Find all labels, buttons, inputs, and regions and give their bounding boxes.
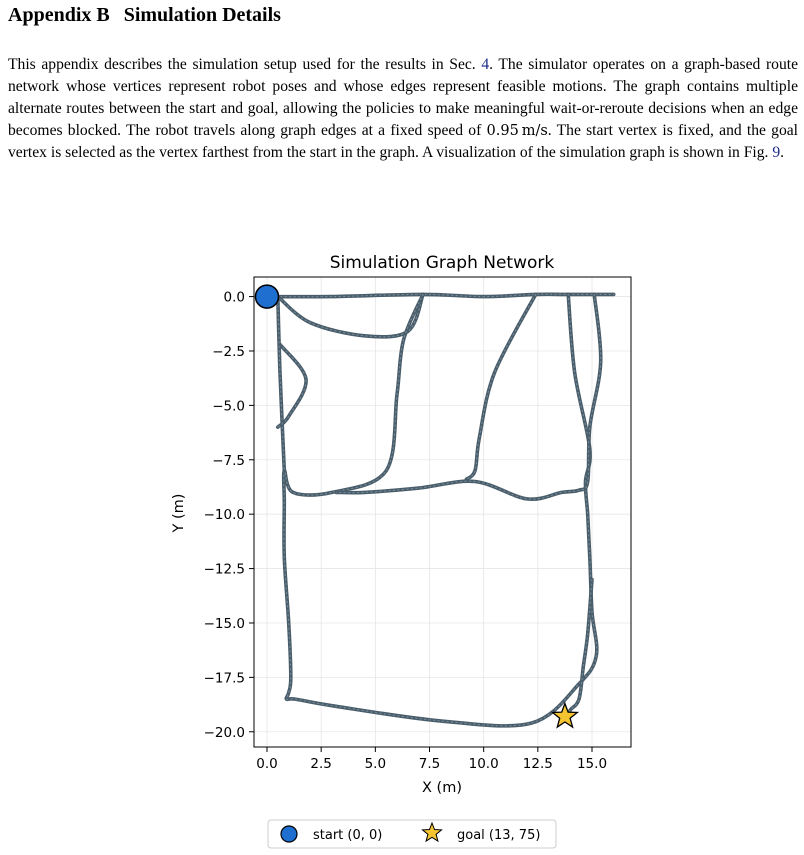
graph-edge-texture (284, 294, 597, 725)
graph-edge (284, 294, 597, 725)
grid-layer (254, 277, 631, 747)
figure-reference-link[interactable]: 9 (772, 144, 781, 161)
y-tick-label: −17.5 (203, 670, 245, 687)
y-tick-label: −7.5 (212, 452, 245, 469)
graph-edge (566, 580, 592, 719)
y-tick-label: 0.0 (223, 289, 245, 306)
chart-title: Simulation Graph Network (329, 253, 555, 273)
x-axis-label: X (m) (422, 780, 462, 796)
paragraph-text-4: . (780, 144, 785, 161)
paragraph-text-1: This appendix describes the simulation setup used for the results in Sec. (8, 56, 482, 73)
start-legend-marker (281, 826, 297, 842)
x-tick-label: 0.0 (256, 756, 278, 772)
x-tick-label: 7.5 (418, 756, 441, 772)
y-tick-label: −15.0 (203, 615, 245, 632)
x-tick-label: 15.0 (576, 756, 608, 772)
x-tick-label: 10.0 (468, 756, 499, 772)
edge-layer (267, 294, 614, 726)
graph-edge (278, 297, 285, 471)
graph-edge-texture (336, 294, 600, 499)
appendix-number: Appendix B (8, 4, 110, 26)
paragraph-text-3: . The start vertex is fixed, and the goal vertex is selected as the vertex farthest from the start in the graph. A visualization of the simulation graph is shown in Fig. (8, 122, 799, 161)
legend (268, 820, 556, 848)
speed-value: 0.95 m/s (486, 123, 548, 139)
y-tick-label: −5.0 (212, 398, 245, 415)
y-tick-label: −10.0 (203, 507, 245, 524)
y-tick-layer (204, 290, 254, 741)
start-marker (256, 285, 279, 308)
y-tick-label: −12.5 (203, 561, 245, 578)
y-tick-label: −2.5 (212, 343, 245, 360)
start-legend-label: start (0, 0) (313, 828, 383, 843)
goal-legend-label: goal (13, 75) (457, 828, 541, 843)
y-tick-label: −20.0 (203, 724, 245, 741)
graph-edge (278, 294, 423, 336)
graph-edge (336, 294, 600, 499)
section-reference-link[interactable]: 4 (481, 56, 490, 73)
paragraph-text-2: . The simulator operates on a graph-based route network whose vertices represent robot poses and whose edges represent feasible motions. The graph contains multiple alternate routes between the start and goal, allowing the policies to make meaningful wait-or-reroute decisions when an edge becomes blocked. The robot travels along graph edges at a fixed speed of (8, 56, 798, 139)
y-axis-label: Y (m) (171, 493, 187, 533)
graph-edge (466, 294, 535, 479)
section-title: Simulation Details (123, 4, 281, 26)
plot-frame (254, 277, 631, 747)
x-tick-label: 12.5 (522, 756, 553, 772)
x-tick-layer (256, 747, 607, 772)
x-tick-label: 2.5 (310, 756, 332, 772)
x-tick-label: 5.0 (364, 756, 387, 772)
marker-layer (256, 285, 578, 727)
